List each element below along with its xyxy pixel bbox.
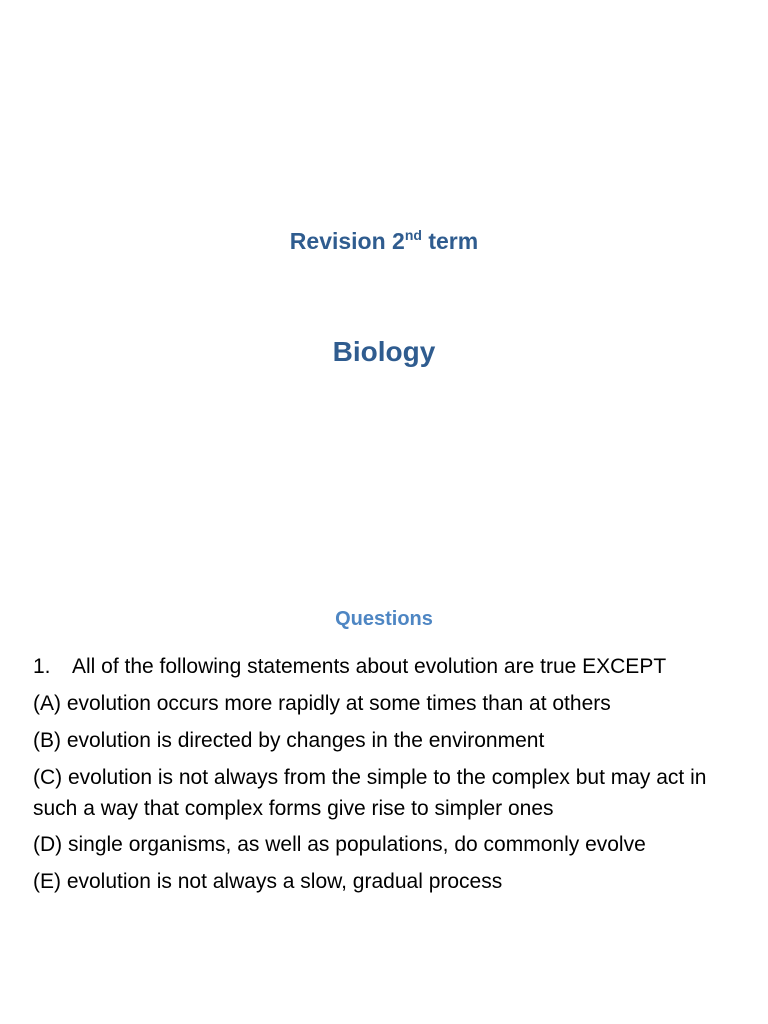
question-number: 1. bbox=[33, 655, 51, 678]
revision-title bbox=[0, 226, 768, 256]
answer-option-c: (C) evolution is not always from the simple to the complex but may act in such a way that complex forms give rise to simpler ones bbox=[33, 766, 707, 820]
answer-option-b: (B) evolution is directed by changes in the environment bbox=[33, 729, 545, 752]
answer-option-a: (A) evolution occurs more rapidly at some times than at others bbox=[33, 692, 611, 715]
revision-title-suffix: term bbox=[421, 228, 479, 254]
question-stem-text: All of the following statements about evolution are true EXCEPT bbox=[72, 655, 667, 678]
subject-title: Biology bbox=[332, 336, 436, 367]
questions-heading: Questions bbox=[335, 608, 433, 630]
revision-title-text: Revision 2 bbox=[289, 228, 405, 254]
answer-option-d: (D) single organisms, as well as populations, do commonly evolve bbox=[33, 833, 646, 856]
question-stem bbox=[33, 651, 753, 682]
answer-option-e: (E) evolution is not always a slow, gradual process bbox=[33, 870, 503, 893]
revision-title-superscript: nd bbox=[404, 227, 422, 243]
